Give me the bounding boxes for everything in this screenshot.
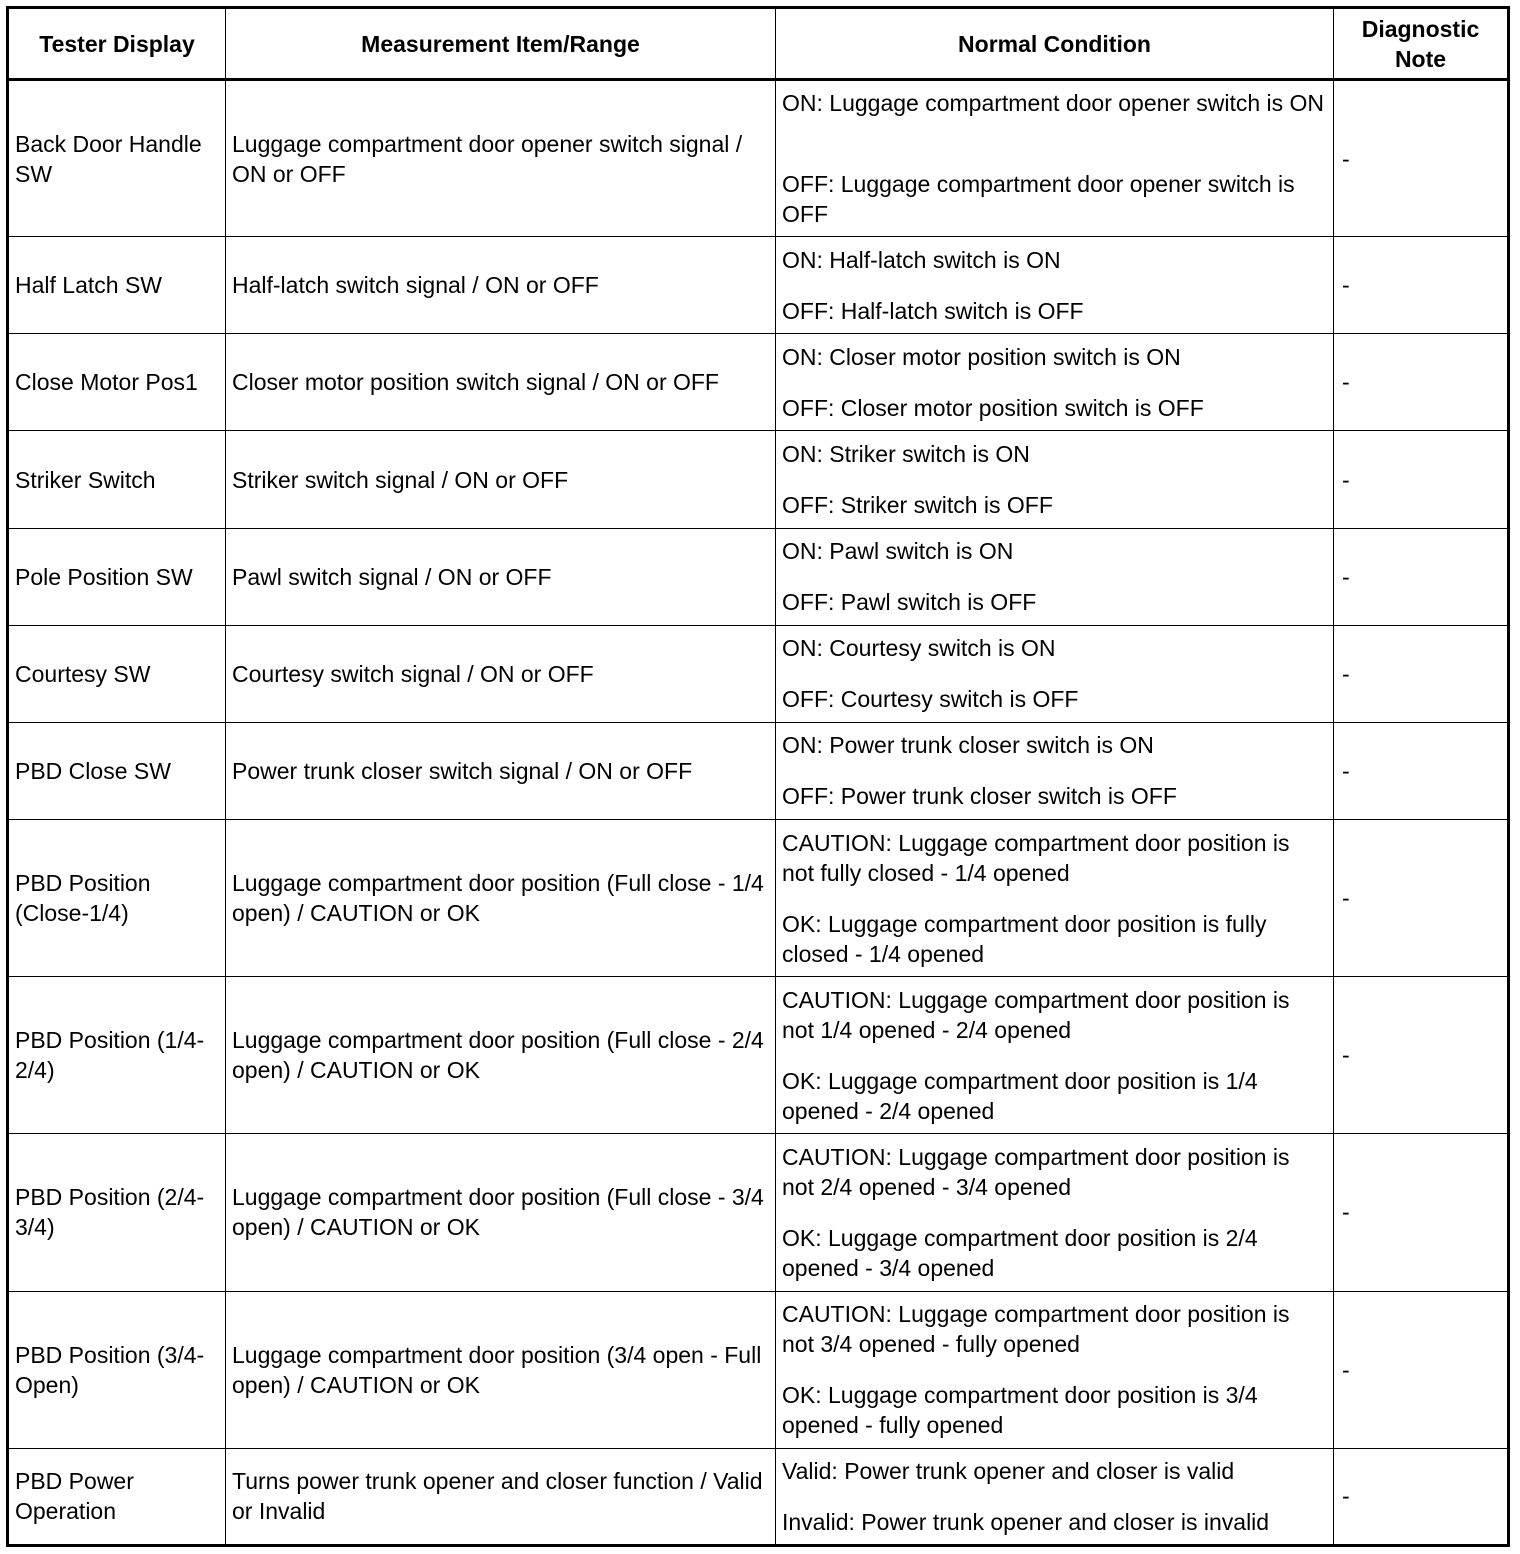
diagnostic-note-cell: -	[1334, 977, 1509, 1134]
header-measurement-item: Measurement Item/Range	[226, 8, 776, 80]
condition-list	[782, 1456, 1327, 1537]
tester-display-cell: Pole Position SW	[8, 528, 226, 625]
diagnostic-note-cell: -	[1334, 431, 1509, 528]
table-row	[8, 334, 1509, 431]
condition-list	[782, 633, 1327, 714]
data-list-table	[6, 6, 1510, 1547]
table-row	[8, 1134, 1509, 1291]
tester-display-cell: PBD Position (3/4-Open)	[8, 1291, 226, 1448]
condition-text: OFF: Pawl switch is OFF	[782, 589, 1037, 616]
condition-text: CAUTION: Luggage compartment door position is not fully closed - 1/4 opened	[782, 829, 1290, 886]
header-normal-condition: Normal Condition	[776, 8, 1334, 80]
condition-text: OFF: Striker switch is OFF	[782, 492, 1053, 519]
condition-text: OFF: Courtesy switch is OFF	[782, 686, 1079, 713]
normal-condition-cell	[776, 625, 1334, 722]
tester-display-cell: Courtesy SW	[8, 625, 226, 722]
condition-list	[782, 730, 1327, 811]
normal-condition-cell	[776, 334, 1334, 431]
condition-list	[782, 1299, 1327, 1440]
measurement-cell: Pawl switch signal / ON or OFF	[226, 528, 776, 625]
tester-display-cell: PBD Position (2/4-3/4)	[8, 1134, 226, 1291]
table-row	[8, 80, 1509, 237]
measurement-cell: Power trunk closer switch signal / ON or OFF	[226, 722, 776, 819]
condition-text: Valid: Power trunk opener and closer is valid	[782, 1457, 1235, 1484]
condition-list	[782, 342, 1327, 423]
condition-list	[782, 88, 1327, 229]
condition-text: ON: Courtesy switch is ON	[782, 635, 1056, 662]
diagnostic-note-cell: -	[1334, 237, 1509, 334]
measurement-cell: Luggage compartment door opener switch signal / ON or OFF	[226, 80, 776, 237]
tester-display-cell: PBD Position (1/4-2/4)	[8, 977, 226, 1134]
header-tester-display: Tester Display	[8, 8, 226, 80]
tester-display-cell: Back Door Handle SW	[8, 80, 226, 237]
condition-text: ON: Striker switch is ON	[782, 441, 1030, 468]
condition-text: Invalid: Power trunk opener and closer is invalid	[782, 1508, 1270, 1535]
condition-list	[782, 985, 1327, 1126]
table-row	[8, 977, 1509, 1134]
normal-condition-cell	[776, 1448, 1334, 1545]
normal-condition-cell	[776, 819, 1334, 976]
normal-condition-cell	[776, 1134, 1334, 1291]
table-row	[8, 625, 1509, 722]
condition-text: OFF: Luggage compartment door opener switch is OFF	[782, 171, 1295, 228]
condition-text: OFF: Power trunk closer switch is OFF	[782, 783, 1177, 810]
measurement-cell: Luggage compartment door position (3/4 open - Full open) / CAUTION or OK	[226, 1291, 776, 1448]
condition-list	[782, 828, 1327, 969]
condition-list	[782, 536, 1327, 617]
condition-text: OK: Luggage compartment door position is fully closed - 1/4 opened	[782, 910, 1267, 967]
condition-list	[782, 245, 1327, 326]
diagnostic-note-cell: -	[1334, 80, 1509, 237]
measurement-cell: Closer motor position switch signal / ON or OFF	[226, 334, 776, 431]
normal-condition-cell	[776, 80, 1334, 237]
tester-display-cell: PBD Power Operation	[8, 1448, 226, 1545]
table-row	[8, 1448, 1509, 1545]
table-row	[8, 819, 1509, 976]
condition-list	[782, 1142, 1327, 1283]
measurement-cell: Half-latch switch signal / ON or OFF	[226, 237, 776, 334]
diagnostic-note-cell: -	[1334, 1448, 1509, 1545]
diagnostic-note-cell: -	[1334, 334, 1509, 431]
measurement-cell: Striker switch signal / ON or OFF	[226, 431, 776, 528]
diagnostic-note-cell: -	[1334, 528, 1509, 625]
condition-text: ON: Half-latch switch is ON	[782, 246, 1061, 273]
table-row	[8, 431, 1509, 528]
condition-text: ON: Pawl switch is ON	[782, 538, 1014, 565]
normal-condition-cell	[776, 431, 1334, 528]
tester-display-cell: Striker Switch	[8, 431, 226, 528]
table-row	[8, 1291, 1509, 1448]
diagnostic-note-cell: -	[1334, 1291, 1509, 1448]
normal-condition-cell	[776, 977, 1334, 1134]
diagnostic-note-cell: -	[1334, 819, 1509, 976]
diagnostic-note-cell: -	[1334, 1134, 1509, 1291]
tester-display-cell: PBD Close SW	[8, 722, 226, 819]
normal-condition-cell	[776, 528, 1334, 625]
tester-display-cell: Close Motor Pos1	[8, 334, 226, 431]
measurement-cell: Turns power trunk opener and closer function / Valid or Invalid	[226, 1448, 776, 1545]
table-row	[8, 528, 1509, 625]
tester-display-cell: PBD Position (Close-1/4)	[8, 819, 226, 976]
condition-text: OK: Luggage compartment door position is 1/4 opened - 2/4 opened	[782, 1067, 1258, 1124]
table-row	[8, 722, 1509, 819]
measurement-cell: Courtesy switch signal / ON or OFF	[226, 625, 776, 722]
condition-text: ON: Closer motor position switch is ON	[782, 343, 1181, 370]
table-row	[8, 237, 1509, 334]
normal-condition-cell	[776, 1291, 1334, 1448]
condition-text: CAUTION: Luggage compartment door position is not 2/4 opened - 3/4 opened	[782, 1143, 1290, 1200]
header-diagnostic-note: Diagnostic Note	[1334, 8, 1509, 80]
measurement-cell: Luggage compartment door position (Full close - 2/4 open) / CAUTION or OK	[226, 977, 776, 1134]
condition-text: ON: Power trunk closer switch is ON	[782, 732, 1154, 759]
normal-condition-cell	[776, 237, 1334, 334]
condition-text: OK: Luggage compartment door position is 2/4 opened - 3/4 opened	[782, 1224, 1258, 1281]
normal-condition-cell	[776, 722, 1334, 819]
diagnostic-note-cell: -	[1334, 625, 1509, 722]
tester-display-cell: Half Latch SW	[8, 237, 226, 334]
condition-text: CAUTION: Luggage compartment door position is not 1/4 opened - 2/4 opened	[782, 986, 1290, 1043]
condition-list	[782, 439, 1327, 520]
condition-text: OFF: Closer motor position switch is OFF	[782, 394, 1204, 421]
condition-text: ON: Luggage compartment door opener switch is ON	[782, 90, 1325, 117]
diagnostic-note-cell: -	[1334, 722, 1509, 819]
measurement-cell: Luggage compartment door position (Full close - 1/4 open) / CAUTION or OK	[226, 819, 776, 976]
header-row	[8, 8, 1509, 80]
condition-text: OFF: Half-latch switch is OFF	[782, 297, 1084, 324]
condition-text: CAUTION: Luggage compartment door position is not 3/4 opened - fully opened	[782, 1301, 1290, 1358]
measurement-cell: Luggage compartment door position (Full close - 3/4 open) / CAUTION or OK	[226, 1134, 776, 1291]
condition-text: OK: Luggage compartment door position is 3/4 opened - fully opened	[782, 1382, 1258, 1439]
